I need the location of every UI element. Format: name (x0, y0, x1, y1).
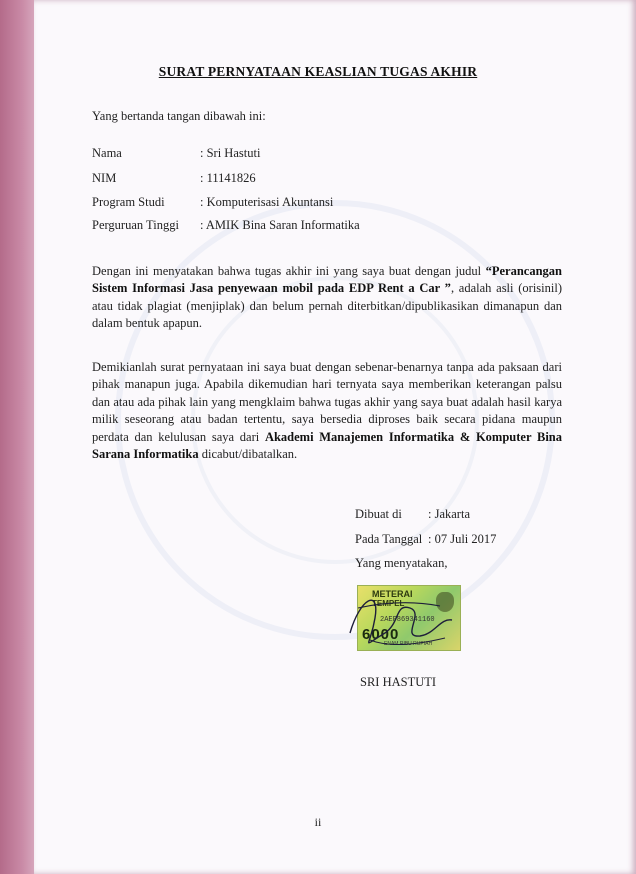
stamp-line1: METERAI (372, 589, 413, 599)
statement-text-2: , adalah asli (orisinil) atau tidak plagiat (menjiplak) dan belum pernah diterbitkan/dipublikasikan dimanapun dan dalam bentuk apapun. (92, 281, 562, 331)
field-value-nama: : Sri Hastuti (200, 146, 261, 160)
place-value: : Jakarta (428, 507, 470, 521)
closing-text: Yang menyatakan, (355, 556, 448, 570)
declaration-text-2: dicabut/dibatalkan. (198, 447, 298, 462)
statement-paragraph (92, 263, 562, 333)
field-label-nim: NIM (92, 171, 117, 185)
intro-text: Yang bertanda tangan dibawah ini: (92, 109, 266, 123)
field-label-nama: Nama (92, 146, 122, 160)
page-number: ii (314, 815, 322, 829)
field-label-perguruan-tinggi: Perguruan Tinggi (92, 218, 179, 232)
date-value: : 07 Juli 2017 (428, 532, 497, 546)
stamp-serial: 2AEF869341160 (380, 616, 435, 624)
date-label: Pada Tanggal (355, 532, 423, 546)
field-label-program-studi: Program Studi (92, 195, 165, 209)
stamp-caption: ENAM RIBU RUPIAH (384, 641, 433, 647)
institution-name: Akademi Manajemen Informatika & Komputer Bina Sarana Informatika (92, 429, 562, 462)
field-value-program-studi: : Komputerisasi Akuntansi (200, 195, 334, 209)
declaration-paragraph (92, 359, 562, 463)
document-title: SURAT PERNYATAAN KEASLIAN TUGAS AKHIR (158, 64, 478, 79)
stamp-line2: TEMPEL (372, 599, 405, 608)
field-value-nim: : 11141826 (200, 171, 256, 185)
stamp-value: 6000 (362, 626, 400, 643)
signer-name: SRI HASTUTI (360, 675, 437, 689)
handwritten-signature (340, 578, 460, 658)
statement-text-1: Dengan ini menyatakan bahwa tugas akhir ini yang saya buat dengan judul (92, 264, 486, 278)
thesis-title: “Perancangan Sistem Informasi Jasa penyewaan mobil pada EDP Rent a Car ” (92, 264, 562, 296)
declaration-text-1: Demikianlah surat pernyataan ini saya buat dengan sebenar-benarnya tanpa ada paksaan dari pihak manapun juga. Apabila dikemudian hari ternyata saya memberikan keterangan palsu dan atau ada pihak lain yang mengklaim bahwa tugas akhir yang saya buat adalah hasil karya milik seseorang atau badan tertentu, saya bersedia diproses baik secara pidana maupun perdata dan kelulusan saya dari (92, 360, 562, 444)
field-value-perguruan-tinggi: : AMIK Bina Saran Informatika (200, 218, 360, 232)
place-label: Dibuat di (355, 507, 402, 521)
